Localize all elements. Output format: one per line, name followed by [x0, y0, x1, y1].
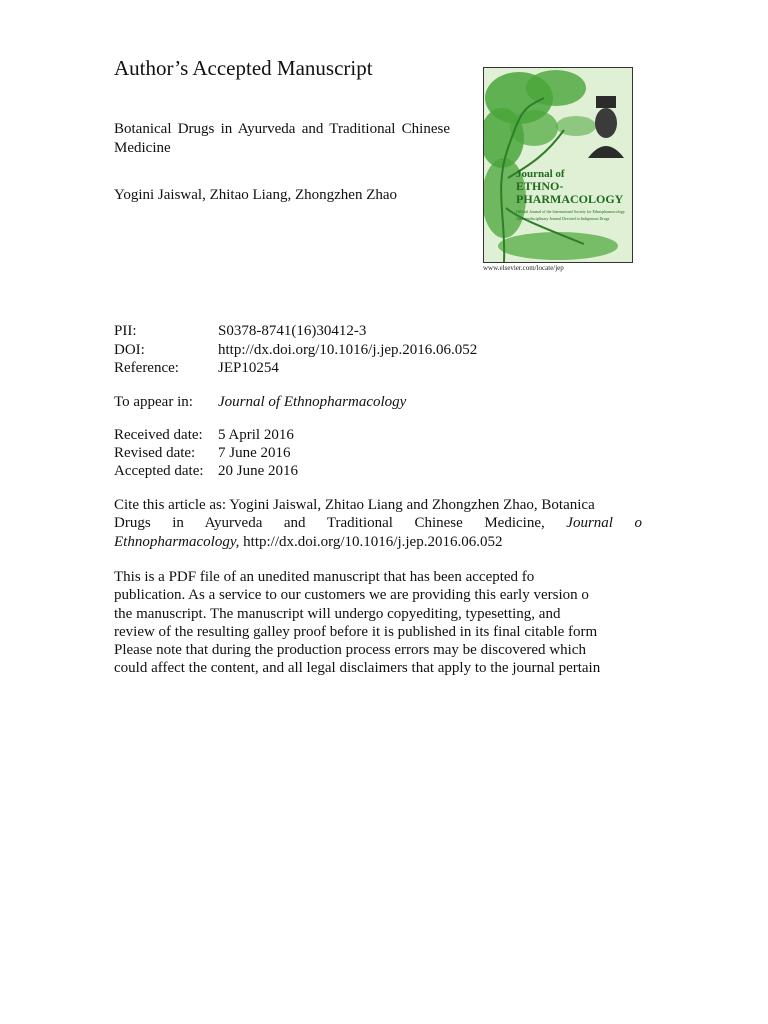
citation-line-3-doi: http://dx.doi.org/10.1016/j.jep.2016.06.052 [243, 533, 503, 550]
meta-doi-row [114, 341, 477, 359]
meta-reference-label: Reference: [114, 360, 179, 376]
article-title: Botanical Drugs in Ayurveda and Traditional Chinese Medicine [114, 121, 450, 156]
cover-text-block [516, 168, 626, 221]
article-authors: Yogini Jaiswal, Zhitao Liang, Zhongzhen Zhao [114, 187, 398, 203]
meta-reference-row [114, 359, 279, 377]
notice-line-1: This is a PDF file of an unedited manuscript that has been accepted fo [114, 569, 535, 585]
meta-appear-label: To appear in: [114, 394, 193, 410]
meta-appear-value: Journal of Ethnopharmacology [218, 394, 407, 410]
citation-line-1: Cite this article as: Yogini Jaiswal, Zhitao Liang and Zhongzhen Zhao, Botanica [114, 497, 595, 513]
meta-accepted-label: Accepted date: [114, 463, 204, 479]
meta-pii-row [114, 322, 366, 340]
meta-received-value: 5 April 2016 [218, 427, 294, 443]
meta-revised-label: Revised date: [114, 445, 196, 461]
cover-journal-line2: ETHNO- [516, 179, 564, 193]
meta-revised-row [114, 444, 291, 462]
page-header-title: Author’s Accepted Manuscript [114, 56, 373, 80]
citation-line-2-text: Drugs in Ayurveda and Traditional Chinese Medicine, [114, 515, 545, 532]
cover-tree-illustration [484, 68, 632, 262]
meta-reference-value: JEP10254 [218, 360, 279, 376]
meta-accepted-row [114, 462, 298, 480]
meta-revised-value: 7 June 2016 [218, 445, 291, 461]
cover-journal-line3: PHARMACOLOGY [516, 192, 624, 206]
meta-pii-label: PII: [114, 323, 137, 339]
citation-line-3-journal: Ethnopharmacology, [114, 533, 240, 550]
cover-url: www.elsevier.com/locate/jep [483, 264, 564, 272]
meta-accepted-value: 20 June 2016 [218, 463, 298, 479]
citation-line-2 [114, 514, 642, 532]
meta-doi-value: http://dx.doi.org/10.1016/j.jep.2016.06.052 [218, 342, 478, 358]
journal-cover [483, 67, 633, 263]
cover-subtitle: Official Journal of the International Society for Ethnopharmacology [516, 209, 625, 214]
notice-line-6: could affect the content, and all legal disclaimers that apply to the journal pertain [114, 660, 601, 677]
notice-line-4: review of the resulting galley proof before it is published in its final citable form [114, 623, 598, 640]
notice-paragraph [114, 568, 642, 678]
citation-line-2-journal: Journal o [566, 515, 642, 532]
cover-journal-line1: Journal of [516, 168, 565, 180]
citation-line-3 [114, 533, 642, 551]
notice-line-2: publication. As a service to our customers we are providing this early version o [114, 587, 589, 604]
meta-appear-row [114, 393, 406, 411]
cover-tagline: An Interdisciplinary Journal Devoted to Indigenous Drugs [516, 216, 610, 221]
citation-paragraph [114, 496, 642, 551]
meta-received-label: Received date: [114, 427, 203, 443]
meta-doi-label: DOI: [114, 342, 145, 358]
notice-line-3: the manuscript. The manuscript will undergo copyediting, typesetting, and [114, 605, 561, 622]
notice-line-5: Please note that during the production process errors may be discovered which [114, 642, 586, 659]
meta-pii-value: S0378-8741(16)30412-3 [218, 323, 367, 339]
meta-received-row [114, 426, 294, 444]
